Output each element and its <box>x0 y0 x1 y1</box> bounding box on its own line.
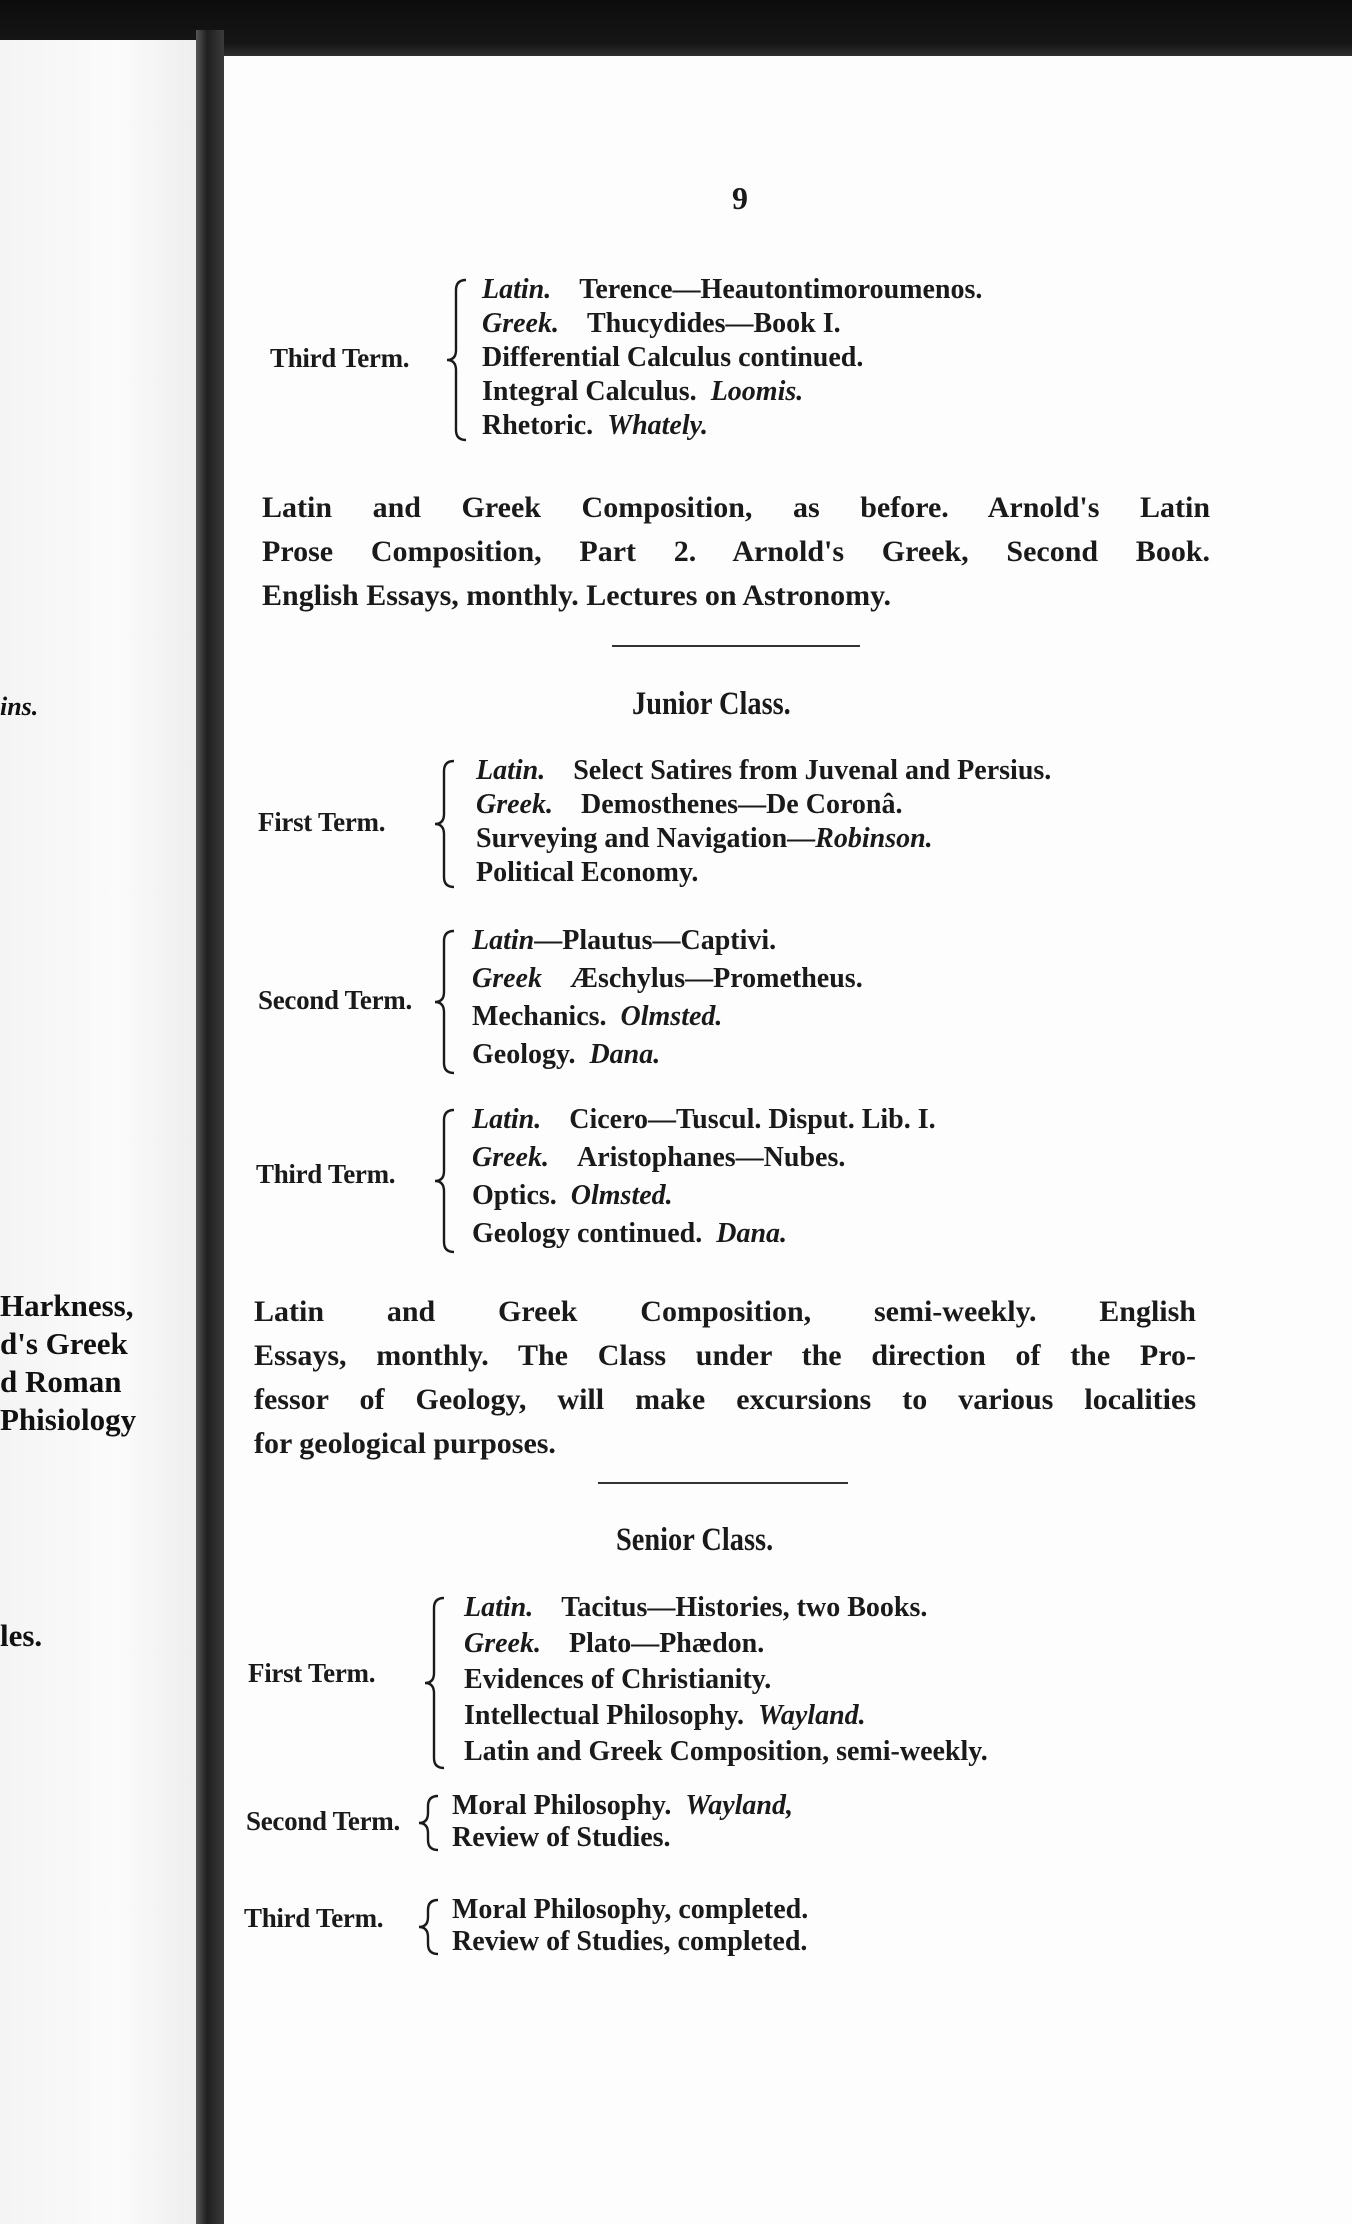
course-row <box>476 755 1051 787</box>
textbook-author: Whately. <box>607 410 709 441</box>
textbook-author: Robinson. <box>815 823 933 854</box>
note-line: for geological purposes. <box>254 1427 556 1460</box>
curly-brace-icon <box>432 1108 462 1254</box>
course-row <box>472 925 776 957</box>
course-text: Terence—Heautontimoroumenos. <box>579 274 983 305</box>
course-row <box>472 1142 845 1174</box>
course-text: Optics. <box>472 1180 557 1211</box>
course-row <box>452 1822 671 1854</box>
curly-brace-icon <box>444 278 474 442</box>
textbook-author: Olmsted. <box>570 1180 673 1211</box>
junior-class-heading: Junior Class. <box>632 686 791 722</box>
left-edge-text: d's Greek <box>0 1326 128 1361</box>
curly-brace-icon <box>416 1794 446 1852</box>
course-row <box>452 1790 793 1822</box>
subject-label: Greek. <box>482 308 559 339</box>
section-divider <box>598 1482 848 1484</box>
course-text: Differential Calculus continued. <box>482 342 864 373</box>
term-label: Third Term. <box>244 1903 384 1933</box>
senior-class-heading: Senior Class. <box>616 1522 774 1558</box>
course-text: Select Satires from Juvenal and Persius. <box>573 755 1052 786</box>
note-line: Latin and Greek Composition, as before. Arnold's Latin <box>262 491 1210 524</box>
textbook-author: Wayland. <box>758 1700 866 1731</box>
course-row <box>472 1104 936 1136</box>
course-text: —Plautus—Captivi. <box>534 925 777 956</box>
course-text: Geology continued. <box>472 1218 703 1249</box>
curly-brace-icon <box>432 929 462 1075</box>
textbook-author: Dana. <box>589 1039 661 1070</box>
course-text: Rhetoric. <box>482 410 594 441</box>
course-row <box>452 1926 807 1958</box>
course-row <box>482 308 841 340</box>
term-label: Second Term. <box>258 985 412 1015</box>
course-text: Tacitus—Histories, two Books. <box>561 1592 928 1623</box>
subject-label: Greek <box>472 963 542 994</box>
junior-note <box>254 1290 1196 1466</box>
page-number: 9 <box>732 180 748 216</box>
textbook-author: Dana. <box>716 1218 788 1249</box>
course-row <box>476 857 698 889</box>
course-text: Integral Calculus. <box>482 376 697 407</box>
curly-brace-icon <box>416 1898 446 1956</box>
left-edge-text: d Roman <box>0 1364 122 1399</box>
textbook-author: Loomis. <box>710 376 804 407</box>
course-row <box>472 1218 787 1250</box>
course-text: Moral Philosophy. <box>452 1790 672 1821</box>
course-row <box>472 1039 660 1071</box>
subject-label: Latin. <box>476 755 546 786</box>
subject-label: Latin <box>472 925 535 956</box>
subject-label: Greek. <box>464 1628 541 1659</box>
course-text: Evidences of Christianity. <box>464 1664 772 1695</box>
note-line: Essays, monthly. The Class under the direction of the Pro- <box>254 1339 1196 1372</box>
subject-label: Latin. <box>472 1104 542 1135</box>
course-row <box>476 789 902 821</box>
course-row <box>476 823 933 855</box>
subject-label: Greek. <box>476 789 553 820</box>
course-row <box>472 1180 673 1212</box>
course-row <box>464 1736 988 1768</box>
course-row <box>472 963 863 995</box>
section-divider <box>612 645 860 647</box>
course-text: Intellectual Philosophy. <box>464 1700 745 1731</box>
subject-label: Latin. <box>464 1592 534 1623</box>
left-edge-text: ins. <box>0 692 39 721</box>
course-text: Æschylus—Prometheus. <box>569 963 863 994</box>
subject-label: Greek. <box>472 1142 549 1173</box>
course-row <box>464 1664 771 1696</box>
course-row <box>472 1001 722 1033</box>
course-row <box>482 274 982 306</box>
sophomore-note <box>262 486 1210 618</box>
course-text: Moral Philosophy, completed. <box>452 1894 809 1925</box>
term-label: Third Term. <box>270 343 410 373</box>
textbook-author: Wayland, <box>685 1790 793 1821</box>
left-edge-text: Harkness, <box>0 1288 134 1323</box>
course-row <box>464 1628 764 1660</box>
curly-brace-icon <box>432 759 462 889</box>
course-row <box>464 1592 927 1624</box>
curly-brace-icon <box>422 1596 452 1770</box>
book-spine <box>196 30 224 2224</box>
left-edge-text: les. <box>0 1618 43 1653</box>
course-text: Cicero—Tuscul. Disput. Lib. I. <box>569 1104 936 1135</box>
course-row <box>452 1894 808 1926</box>
term-label: Third Term. <box>256 1159 396 1189</box>
course-text: Surveying and Navigation— <box>476 823 816 854</box>
term-label: First Term. <box>258 807 386 837</box>
term-label: Second Term. <box>246 1806 400 1836</box>
note-line: Prose Composition, Part 2. Arnold's Greek, Second Book. <box>262 535 1210 568</box>
note-line: English Essays, monthly. Lectures on Astronomy. <box>262 579 892 612</box>
course-row <box>482 342 863 374</box>
course-row <box>482 410 708 442</box>
course-text: Political Economy. <box>476 857 699 888</box>
course-text: Mechanics. <box>472 1001 607 1032</box>
term-label: First Term. <box>248 1658 376 1688</box>
course-text: Review of Studies. <box>452 1822 671 1853</box>
course-text: Plato—Phædon. <box>568 1628 765 1659</box>
course-text: Review of Studies, completed. <box>452 1926 808 1957</box>
note-line: fessor of Geology, will make excursions to various localities <box>254 1383 1196 1416</box>
course-text: Demosthenes—De Coronâ. <box>580 789 903 820</box>
note-line: Latin and Greek Composition, semi-weekly. English <box>254 1295 1196 1328</box>
course-text: Geology. <box>472 1039 576 1070</box>
course-text: Thucydides—Book I. <box>586 308 841 339</box>
course-text: Latin and Greek Composition, semi-weekly. <box>464 1736 988 1767</box>
course-row <box>464 1700 866 1732</box>
left-edge-text: Phisiology <box>0 1402 137 1437</box>
left-page-edge <box>0 40 196 2224</box>
course-text: Aristophanes—Nubes. <box>576 1142 846 1173</box>
textbook-author: Olmsted. <box>620 1001 723 1032</box>
subject-label: Latin. <box>482 274 552 305</box>
course-row <box>482 376 803 408</box>
